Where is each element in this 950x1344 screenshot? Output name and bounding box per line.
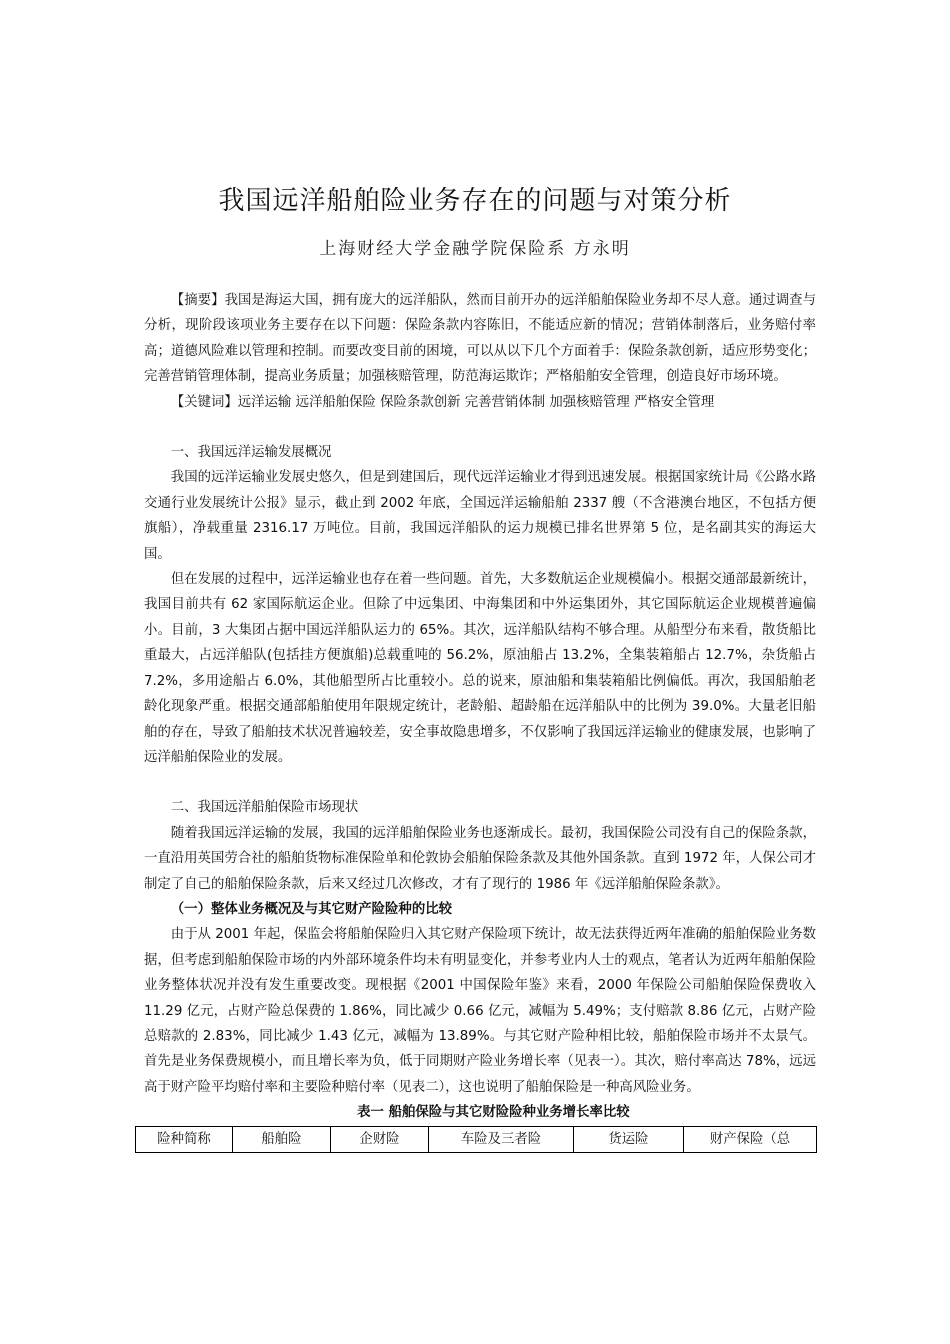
keywords-paragraph: 【关键词】远洋运输 远洋船舶保险 保险条款创新 完善营销体制 加强核赔管理 严格安全管理 [170, 394, 715, 410]
table-header-cell: 险种简称 [136, 1126, 233, 1152]
document-body [144, 288, 816, 1153]
section1-paragraph-1: 我国的远洋运输业发展史悠久，但是到建国后，现代远洋运输业才得到迅速发展。根据国家统计局《公路水路交通行业发展统计公报》显示，截止到 2002 年底，全国远洋运输船舶 2337 艘（不含港澳台地区，不包括方便旗船），净载重量 2316.17 万吨位。目前，我国远洋船队的运力规模已排名世界第 5 位，是名副其实的海运大国。 [144, 470, 816, 562]
growth-rate-table [135, 1126, 817, 1153]
author-line: 上海财经大学金融学院保险系 方永明 [319, 239, 631, 259]
table-header-cell: 财产保险（总 [684, 1126, 817, 1152]
spacer [144, 770, 816, 795]
abstract-paragraph: 【摘要】我国是海运大国，拥有庞大的远洋船队，然而目前开办的远洋船舶保险业务却不尽人意。通过调查与分析，现阶段该项业务主要存在以下问题：保险条款内容陈旧，不能适应新的情况；营销体制落后，业务赔付率高；道德风险难以管理和控制。而要改变目前的困境，可以从以下几个方面着手：保险条款创新，适应形势变化；完善营销管理体制，提高业务质量；加强核赔管理，防范海运欺诈；严格船舶安全管理，创造良好市场环境。 [144, 293, 816, 385]
section1-paragraph-2: 但在发展的过程中，远洋运输业也存在着一些问题。首先，大多数航运企业规模偏小。根据交通部最新统计，我国目前共有 62 家国际航运企业。但除了中远集团、中海集团和中外运集团外，其它国际航运企业规模普遍偏小。目前，3 大集团占据中国远洋船队运力的 65%。其次，远洋船队结构不够合理。从船型分布来看，散货船比重最大，占远洋船队(包括挂方便旗船)总载重吨的 56.2%，原油船占 13.2%，全集装箱船占 12.7%，杂货船占 7.2%，多用途船占 6.0%，其他船型所占比重较小。总的说来，原油船和集装箱船比例偏低。再次，我国船舶老龄化现象严重。根据交通部船舶使用年限规定统计，老龄船、超龄船在远洋船队中的比例为 39.0%。大量老旧船舶的存在，导致了船舶技术状况普遍较差，安全事故隐患增多，不仅影响了我国远洋运输业的健康发展，也影响了远洋船舶保险业的发展。 [144, 572, 816, 765]
section2-heading: 二、我国远洋船舶保险市场现状 [170, 800, 359, 816]
table-header-row [136, 1126, 817, 1152]
table-header-cell: 货运险 [574, 1126, 684, 1152]
table-header-cell: 车险及三者险 [429, 1126, 574, 1152]
table-caption: 表一 船舶保险与其它财险险种业务增长率比较 [357, 1105, 630, 1121]
section2-paragraph-2: 由于从 2001 年起，保监会将船舶保险归入其它财产保险项下统计，故无法获得近两年准确的船舶保险业务数据，但考虑到船舶保险市场的内外部环境条件均未有明显变化，并参考业内人士的观点，笔者认为近两年船舶保险业务整体状况并没有发生重要改变。现根据《2001 中国保险年鉴》来看，2000 年保险公司船舶保险保费收入 11.29 亿元，占财产险总保费的 1.86%，同比减少 0.66 亿元，减幅为 5.49%；支付赔款 8.86 亿元，占财产险总赔款的 2.83%，同比减少 1.43 亿元，减幅为 13.89%。与其它财产险种相比较，船舶保险市场并不太景气。首先是业务保费规模小，而且增长率为负，低于同期财产险业务增长率（见表一）。其次，赔付率高达 78%，远远高于财产险平均赔付率和主要险种赔付率（见表二），这也说明了船舶保险是一种高风险业务。 [144, 927, 816, 1095]
document-title: 我国远洋船舶险业务存在的问题与对策分析 [218, 186, 732, 216]
table-header-cell: 船舶险 [233, 1126, 331, 1152]
section2-paragraph-1: 随着我国远洋运输的发展，我国的远洋船舶保险业务也逐渐成长。最初，我国保险公司没有自己的保险条款，一直沿用英国劳合社的船舶货物标准保险单和伦敦协会船舶保险条款及其他外国条款。直到 1972 年，人保公司才制定了自己的船舶保险条款，后来又经过几次修改，才有了现行的 1986 年《远洋船舶保险条款》。 [144, 825, 816, 892]
section1-heading: 一、我国远洋运输发展概况 [170, 445, 332, 461]
table-header-cell: 企财险 [331, 1126, 429, 1152]
spacer [144, 415, 816, 440]
section2-subheading: （一）整体业务概况及与其它财产险险种的比较 [170, 901, 452, 917]
